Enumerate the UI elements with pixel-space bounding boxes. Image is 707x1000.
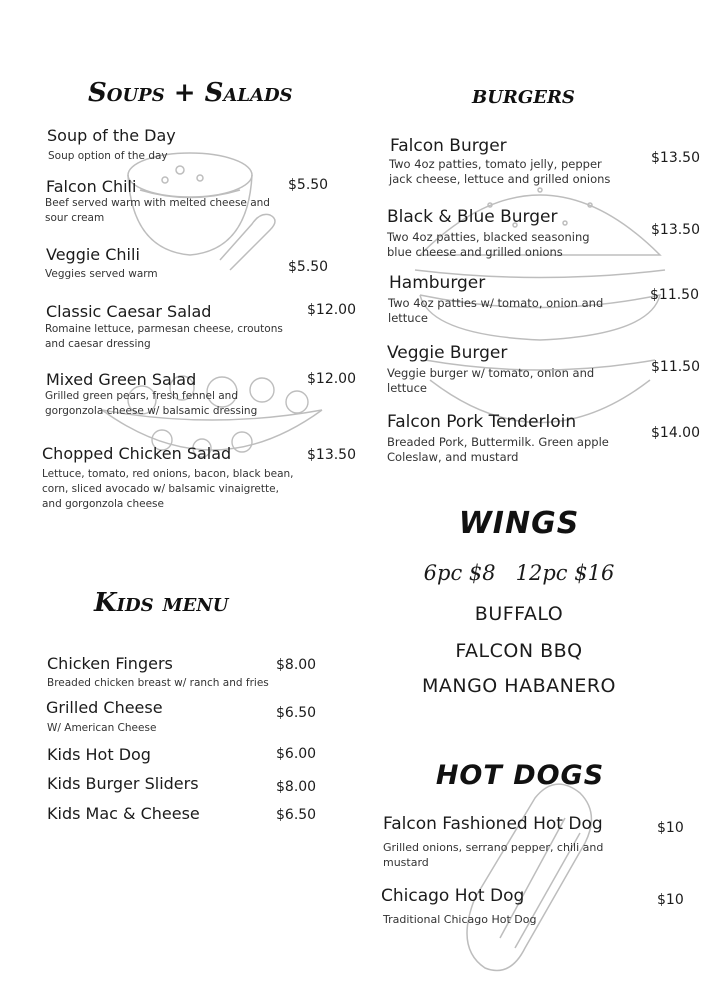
menu-item-name: Black & Blue Burger [387,207,558,227]
menu-item-name: Kids Hot Dog [47,745,151,764]
menu-item-name: Falcon Chili [46,177,137,196]
menu-item-price: $12.00 [307,302,356,318]
menu-item-name: Soup of the Day [47,126,176,145]
menu-item-name: Mixed Green Salad [46,370,197,389]
menu-item-name: Chicken Fingers [47,654,173,673]
menu-item-name: Falcon Burger [390,136,507,156]
menu-item-desc: Veggie burger w/ tomato, onion and lettuce [387,366,595,395]
menu-item-price: $6.50 [276,705,317,721]
menu-item-name: Hamburger [389,273,486,293]
menu-item-price: $5.50 [288,259,329,275]
menu-item-desc: Grilled green pears, fresh fennel and gorgonzola cheese w/ balsamic dressing [45,390,258,417]
burgers-title: burgers [472,80,575,110]
menu-item-desc: Breaded Pork, Buttermilk. Green apple Coleslaw, and mustard [387,435,609,464]
menu-item-price: $13.50 [651,150,700,166]
menu-item-desc: Soup option of the day [48,150,168,162]
menu-item-name: Veggie Chili [46,245,140,264]
menu-item-price: $6.00 [276,746,317,762]
menu-item-price: $14.00 [651,425,700,441]
menu-item-desc: Romaine lettuce, parmesan cheese, croutons and caesar dressing [45,323,283,350]
menu-item-name: Grilled Cheese [46,698,163,717]
wings-title: WINGS [458,506,580,541]
menu-item-price: $11.50 [651,359,700,375]
menu-item-name: Falcon Fashioned Hot Dog [383,814,603,834]
menu-item-name: Chopped Chicken Salad [42,444,232,463]
menu-item-desc: Two 4oz patties, blacked seasoning blue cheese and grilled onions [387,230,590,259]
menu-item-name: Falcon Pork Tenderloin [387,412,577,432]
menu-item-price: $10 [657,892,684,908]
menu-item-desc: Veggies served warm [45,268,158,280]
wing-flavor: FALCON BBQ [455,640,583,662]
menu-item-price: $13.50 [651,222,700,238]
menu-item-desc: Grilled onions, serrano pepper, chili and mustard [383,841,604,869]
menu-item-name: Classic Caesar Salad [46,302,212,321]
soups-salads-title: Soups + Salads [88,78,293,108]
menu-item-name: Veggie Burger [387,343,508,363]
menu-item-name: Kids Mac & Cheese [47,804,200,823]
wing-flavor: BUFFALO [474,603,564,625]
menu-item-desc: Beef served warm with melted cheese and sour cream [45,197,270,224]
menu-item-desc: Two 4oz patties w/ tomato, onion and lettuce [388,296,604,325]
wing-flavor: MANGO HABANERO [421,675,616,697]
kids-menu-title: Kids menu [94,588,229,618]
menu-item-price: $8.00 [276,779,317,795]
wings-pricing: 6pc $8 12pc $16 [423,561,615,585]
menu-item-desc: Traditional Chicago Hot Dog [383,913,537,926]
menu-item-name: Kids Burger Sliders [47,774,199,793]
menu-item-name: Chicago Hot Dog [381,886,525,906]
menu-item-price: $12.00 [307,371,356,387]
hot-dogs-title: HOT DOGS [435,760,605,791]
menu-item-desc: W/ American Cheese [47,722,157,734]
menu-item-price: $11.50 [650,287,699,303]
menu-item-desc: Breaded chicken breast w/ ranch and fries [47,677,269,689]
menu-item-price: $8.00 [276,657,317,673]
menu-item-price: $10 [657,820,684,836]
hot-dog-illustration [445,778,605,978]
menu-item-price: $6.50 [276,807,317,823]
menu-item-price: $13.50 [307,447,356,463]
menu-item-price: $5.50 [288,177,329,193]
menu-item-desc: Lettuce, tomato, red onions, bacon, black bean, corn, sliced avocado w/ balsamic vinaigrette, and gorgonzola cheese [42,468,294,510]
menu-item-desc: Two 4oz patties, tomato jelly, pepper jack cheese, lettuce and grilled onions [389,157,611,186]
